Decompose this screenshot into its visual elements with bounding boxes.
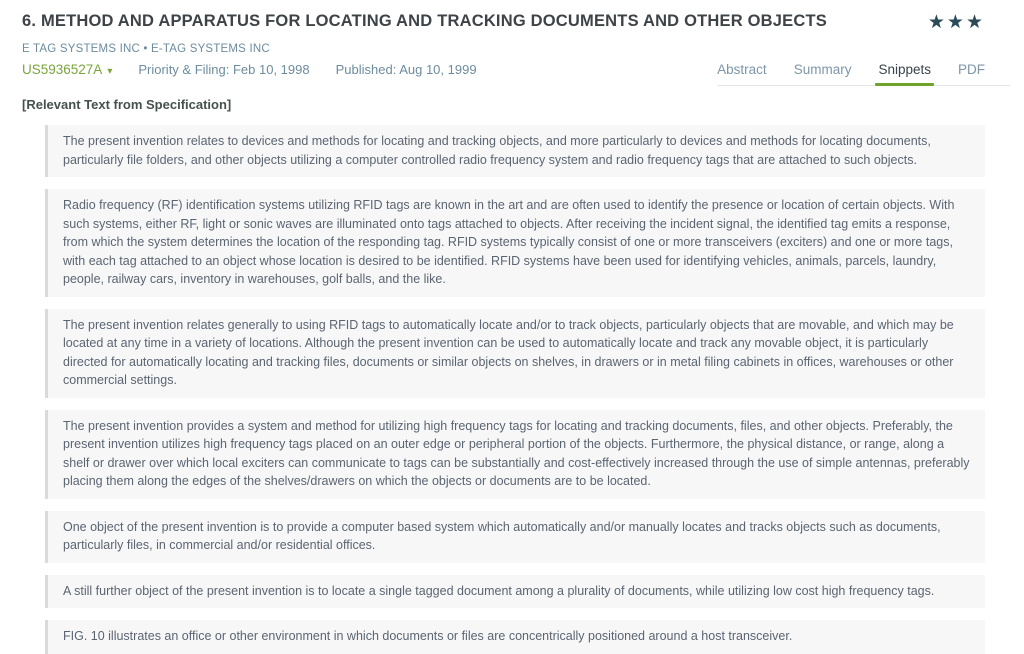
snippet-paragraph: FIG. 10 illustrates an office or other environment in which documents or files are concentrically positioned around a host transceiver. <box>45 620 985 654</box>
tab-abstract[interactable]: Abstract <box>717 62 767 77</box>
star-icon[interactable]: ★ <box>946 12 966 33</box>
snippet-paragraph: The present invention relates to devices and methods for locating and tracking objects, and more particularly to devices and methods for locating documents, particularly file folders, and other objects utilizing a computer controlled radio frequency system and radio frequency tags that are attached to such objects. <box>45 125 985 177</box>
snippet-paragraph: One object of the present invention is to provide a computer based system which automatically and/or manually locates and tracks objects such as documents, particularly files, in commercial and/or residential offices. <box>45 511 985 563</box>
tab-summary[interactable]: Summary <box>793 62 852 77</box>
section-heading: [Relevant Text from Specification] <box>22 97 232 112</box>
page-title[interactable]: 6. METHOD AND APPARATUS FOR LOCATING AND TRACKING DOCUMENTS AND OTHER OBJECTS <box>22 12 827 30</box>
assignees: E TAG SYSTEMS INC • E-TAG SYSTEMS INC <box>22 43 270 55</box>
title-row <box>22 10 985 34</box>
chevron-down-icon: ▾ <box>107 66 113 77</box>
snippet-paragraph: A still further object of the present invention is to locate a single tagged document among a plurality of documents, while utilizing low cost high frequency tags. <box>45 575 985 609</box>
star-icon[interactable]: ★ <box>965 12 985 33</box>
rating-stars <box>928 11 985 34</box>
priority-filing-date: Priority & Filing: Feb 10, 1998 <box>138 62 310 77</box>
meta-left <box>22 62 477 77</box>
snippet-paragraph: The present invention relates generally to using RFID tags to automatically locate and/or to track objects, particularly objects that are movable, and which may be located at any time in a variety of locations. Although the present invention can be used to automatically locate and track any movable object, it is particularly directed for automatically locating and tracking files, documents or similar objects on shelves, in drawers or in metal filing cabinets in offices, warehouses or other commercial settings. <box>45 309 985 398</box>
patent-number: US5936527A <box>22 62 103 77</box>
snippet-paragraph: Radio frequency (RF) identification systems utilizing RFID tags are known in the art and are often used to identify the presence or location of certain objects. With such systems, either RF, light or sonic waves are illuminated onto tags attached to objects. After receiving the incident signal, the identified tag emits a response, from which the system determines the location of the responding tag. RFID systems typically consist of one or more transceivers (exciters) and one or more tags, with each tag attached to an object whose location is desired to be identified. RFID systems have been used for identifying vehicles, animals, parcels, laundry, people, railway cars, inventory in warehouses, golf balls, and the like. <box>45 189 985 297</box>
tab-bar <box>717 62 1010 86</box>
star-icon[interactable]: ★ <box>927 12 947 33</box>
tab-snippets[interactable]: Snippets <box>878 62 931 77</box>
tab-pdf[interactable]: PDF <box>958 62 985 77</box>
snippet-paragraph: The present invention provides a system and method for utilizing high frequency tags for locating and tracking documents, files, and other objects. Preferably, the present invention utilizes high frequency tags placed on an outer edge or peripheral portion of the objects. Furthermore, the physical distance, or range, along a shelf or drawer over which local exciters can communicate to tags can be substantially and cost-effectively increased through the use of simple antennas, preferably placing them along the edges of the shelves/drawers on which the objects or documents are to be located. <box>45 410 985 499</box>
snippet-list <box>45 125 985 654</box>
published-date: Published: Aug 10, 1999 <box>335 62 477 77</box>
patent-number-dropdown[interactable] <box>22 62 112 77</box>
meta-row <box>22 62 985 86</box>
